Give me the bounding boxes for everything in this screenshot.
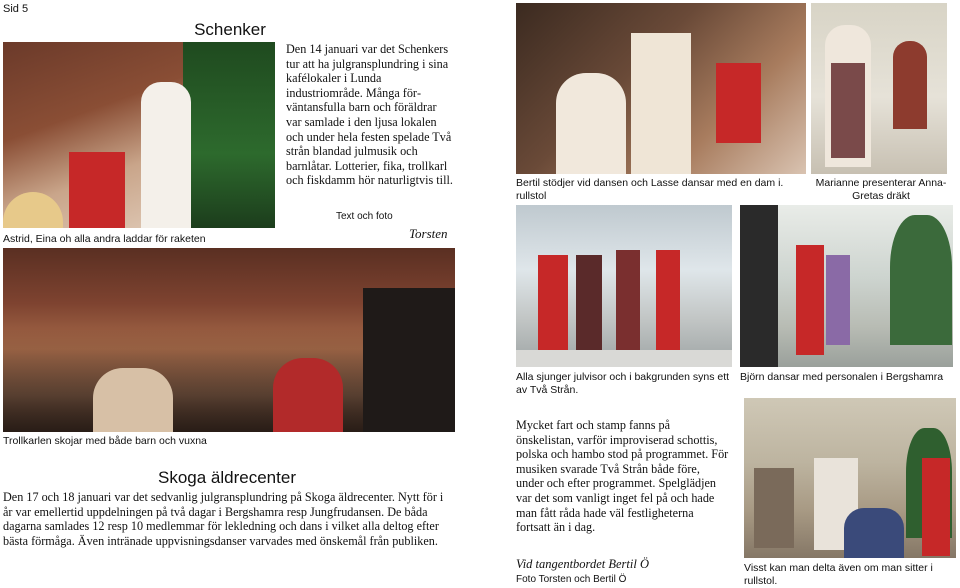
caption-photo-sjunger: Alla sjunger julvisor och i bakgrunden syns ett av Två Strån. <box>516 371 730 396</box>
schenker-credit-label: Text och foto <box>336 211 393 222</box>
schenker-body: Den 14 januari var det Schenkers tur att ha julgransplundring i sina kafélokaler i Lunda industriområde. Många förväntansfulla barn och föräldrar var samlade i den ljusa lokalen och under hela festen spelade Två strån blandad julmusik och barnlåtar. Lotterier, fika, trollkarl och fiskdamm hör naturligtvis till. <box>286 42 453 188</box>
photo-marianne-costume <box>811 3 947 174</box>
column-signature: Vid tangentbordet Bertil Ö <box>516 557 649 571</box>
caption-photo-bjorn: Björn dansar med personalen i Bergshamra <box>740 371 944 383</box>
photo-rullstol <box>744 398 956 558</box>
schenker-heading: Schenker <box>194 20 266 39</box>
skoga-heading: Skoga äldrecenter <box>158 468 296 487</box>
caption-photo-dance: Bertil stödjer vid dansen och Lasse dansar med en dam i. rullstol <box>516 177 784 202</box>
photo-dance-wheelchair <box>516 3 806 174</box>
skoga-body: Den 17 och 18 januari var det sedvanlig julgransplundring på Skoga äldrecenter. Nytt för i år var emellertid uppdelningen på två dagar i Bergshamra resp Jungfrudansen. De båda dagarna samlades 12 resp 10 medlemmar för lekledning och dans i vilket alla deltog efter bästa förmåga. Även intränade uppvisningsdanser varvades med önskemål från publiken. <box>3 490 444 548</box>
caption-photo-trollkarl: Trollkarlen skojar med både barn och vuxna <box>3 435 207 447</box>
caption-photo-marianne: Marianne presenterar Anna-Gretas dräkt <box>815 177 947 202</box>
photo-trollkarl-party <box>3 248 455 432</box>
photo-children-lucia <box>3 42 275 228</box>
column-credit: Foto Torsten och Bertil Ö <box>516 574 627 585</box>
page-number: Sid 5 <box>3 3 29 15</box>
photo-bjorn-dansar <box>740 205 953 367</box>
caption-photo-children: Astrid, Eina oh alla andra laddar för raketen <box>3 233 206 245</box>
caption-photo-rullstol: Visst kan man delta även om man sitter i rullstol. <box>744 562 933 587</box>
photo-sjunger-julvisor <box>516 205 732 367</box>
schenker-signature: Torsten <box>409 226 448 241</box>
column-body: Mycket fart och stamp fanns på önskelistan, varför improviserad schottis, polska och hambo stod på programmet. För musiken svarade Två Strån både före, under och efter programmet. Spelglädjen var det som vanligt inget fel på och hade man fått råda hade väl festligheterna fortsatt än i dag. <box>516 418 729 535</box>
